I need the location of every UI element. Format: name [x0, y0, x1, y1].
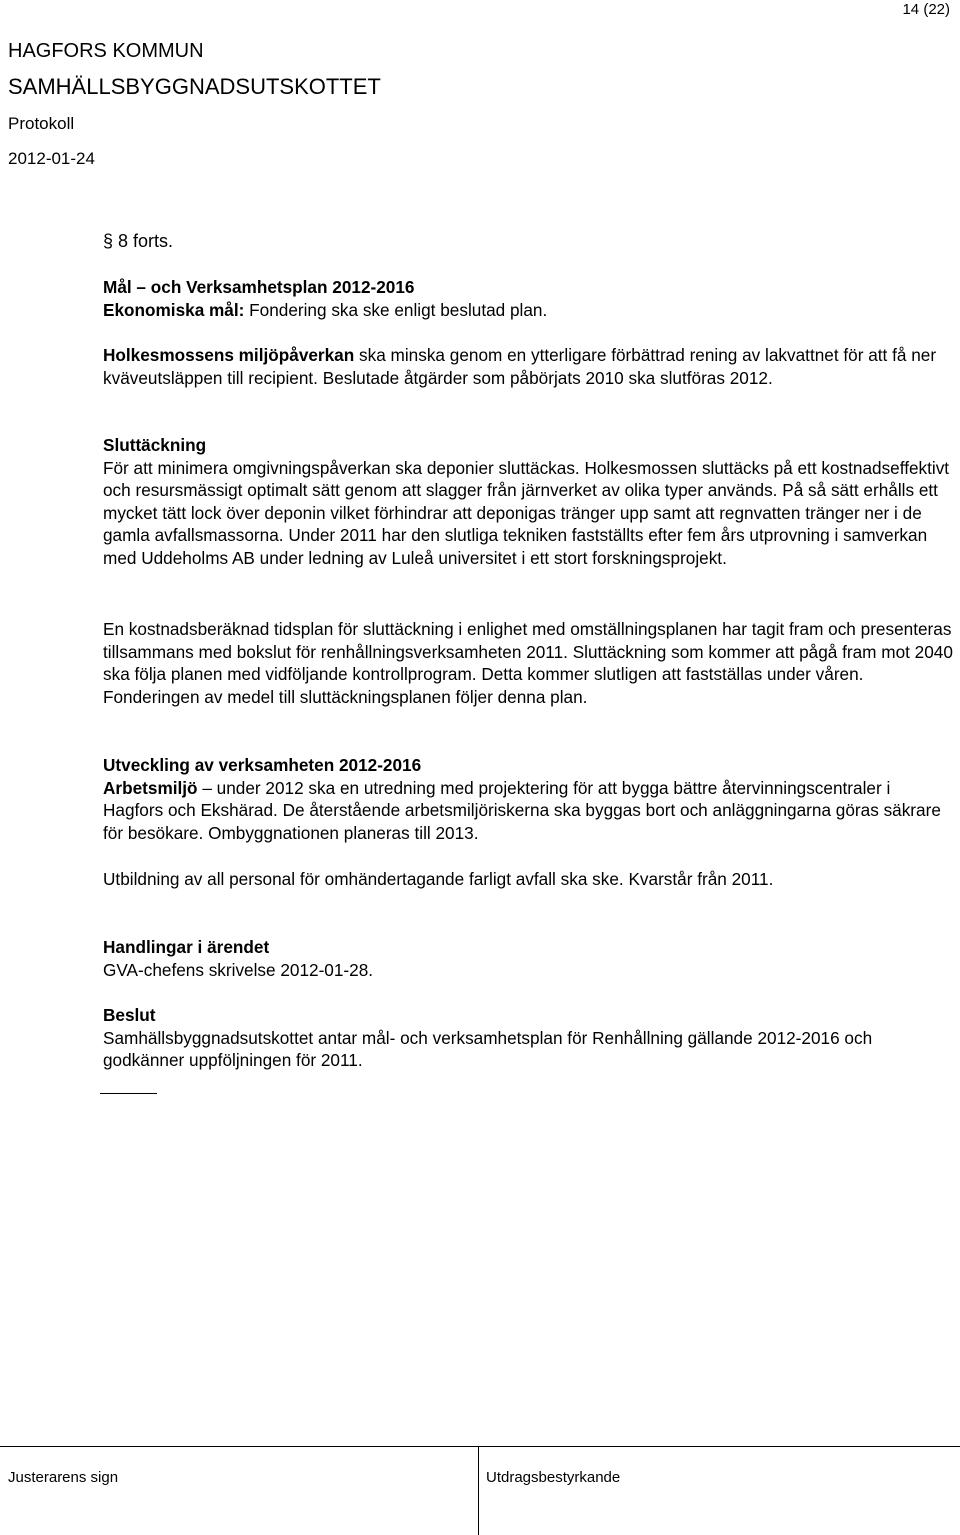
goals-title: Mål – och Verksamhetsplan 2012-2016 — [103, 277, 415, 297]
work-environment-text: – under 2012 ska en utredning med projektering för att bygga bättre återvinningscentraler i Hagfors och Ekshärad. De återstående arbetsmiljöriskerna ska byggas bort och anläggningarna göras säkrare för besökare. Ombyggnationen planeras till 2013. — [103, 777, 941, 843]
document-date: 2012-01-24 — [8, 149, 95, 168]
goals-block — [103, 276, 953, 321]
section-symbol: § — [103, 231, 114, 251]
documents-heading: Handlingar i ärendet — [103, 937, 270, 957]
capping-block-2 — [103, 618, 953, 708]
environment-label: Holkesmossens miljöpåverkan — [103, 345, 355, 365]
page-number: 14 (22) — [902, 1, 950, 18]
decision-text: Samhällsbyggnadsutskottet antar mål- och verksamhetsplan för Renhållning gällande 2012-2016 och godkänner uppföljningen för 2011. — [103, 1027, 873, 1071]
training-paragraph: Utbildning av all personal för omhändertagande farligt avfall ska ske. Kvarstår från 2011. — [103, 869, 774, 889]
development-heading: Utveckling av verksamheten 2012-2016 — [103, 755, 422, 775]
work-environment-paragraph — [103, 777, 953, 845]
committee-name: SAMHÄLLSBYGGNADSUTSKOTTET — [8, 74, 381, 99]
decision-heading: Beslut — [103, 1005, 156, 1025]
economic-goals — [103, 299, 953, 322]
work-environment-label: Arbetsmiljö — [103, 777, 198, 798]
capping-block — [103, 434, 953, 570]
development-block — [103, 754, 953, 844]
section-heading — [103, 231, 173, 252]
documents-text: GVA-chefens skrivelse 2012-01-28. — [103, 959, 374, 980]
capping-paragraph-2: En kostnadsberäknad tidsplan för sluttäckning i enlighet med omställningsplanen har tagit fram och presenteras tillsammans med bokslut för renhållningsverksamheten 2011. Sluttäckning som kommer att pågå fram mot 2040 ska följa planen med vidföljande kontrollprogram. Detta kommer slutligen att fastställas under våren. Fonderingen av medel till sluttäckningsplanen följer denna plan. — [103, 619, 953, 707]
end-separator-line — [100, 1093, 157, 1094]
reviewer-sign-label: Justerarens sign — [8, 1469, 119, 1486]
training-block — [103, 868, 953, 891]
extract-certification-label: Utdragsbestyrkande — [486, 1469, 621, 1486]
environment-text: ska minska genom en ytterligare förbättrad rening av lakvattnet för att få ner kväveutsläppen till recipient. Beslutade åtgärder som påbörjats 2010 ska slutföras 2012. — [103, 345, 937, 388]
economic-goals-label: Ekonomiska mål: — [103, 299, 245, 320]
document-type: Protokoll — [8, 114, 75, 133]
organization-name: HAGFORS KOMMUN — [8, 40, 204, 62]
capping-heading: Sluttäckning — [103, 435, 207, 455]
capping-paragraph-1: För att minimera omgivningspåverkan ska deponier sluttäckas. Holkesmossen sluttäcks på ett kostnadseffektivt och resursmässigt optimalt sätt genom att slagger från järnverket av olika typer används. På så sätt erhålls ett mycket tätt lock över deponin vilket förhindrar att deponigas tränger upp samt att regnvatten tränger ner i de gamla avfallsmassorna. Under 2011 har den slutliga tekniken fastställts efter fem års utprovning i samverkan med Uddeholms AB under ledning av Luleå universitet i ett stort forskningsprojekt. — [103, 457, 950, 568]
economic-goals-text: Fondering ska ske enligt beslutad plan. — [244, 299, 548, 320]
documents-block — [103, 936, 953, 981]
decision-block — [103, 1004, 953, 1072]
environment-paragraph — [103, 344, 953, 389]
section-continuation: 8 forts. — [118, 231, 174, 251]
footer-rule — [0, 1446, 960, 1447]
environment-block — [103, 344, 953, 389]
footer-divider-middle — [478, 1446, 479, 1535]
